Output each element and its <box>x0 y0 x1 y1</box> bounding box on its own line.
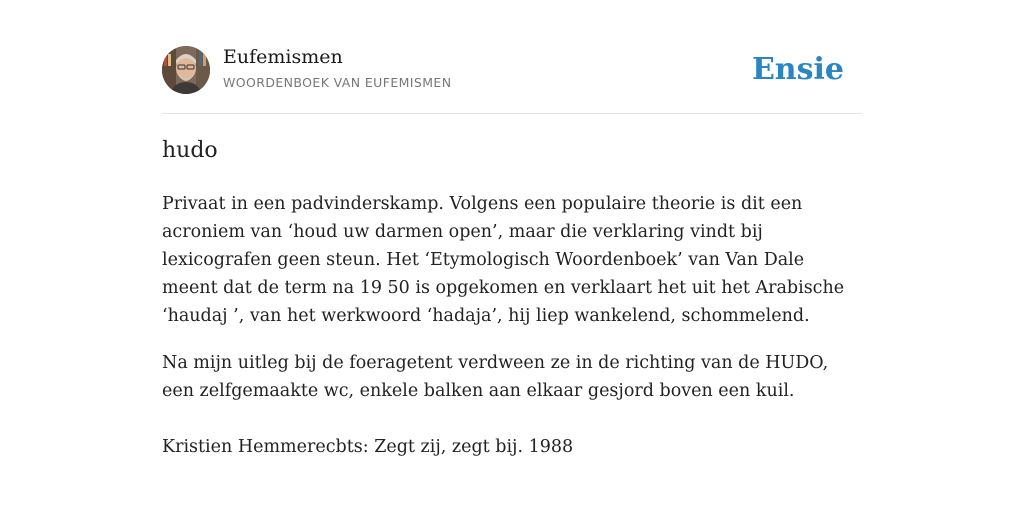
author-subtitle[interactable]: WOORDENBOEK VAN EUFEMISMEN <box>223 75 452 90</box>
example-paragraph: Na mijn uitleg bij de foeragetent verdween ze in de richting van de HUDO, een zelfgemaakte wc, enkele balken aan elkaar gesjord boven een kuil. <box>162 353 829 401</box>
definition-paragraph: Privaat in een padvinderskamp. Volgens een populaire theorie is dit een acroniem van ‘houd uw darmen open’, maar die verklaring vindt bij lexicografen geen steun. Het ‘Etymologisch Woordenboek’ van Van Dale meent dat de term na 19 50 is opgekomen en verklaart het uit het Arabische ‘haudaj ’, van het werkwoord ‘hadaja’, hij liep wankelend, schommelend. <box>162 194 845 326</box>
source-citation: Kristien Hemmerecbts: Zegt zij, zegt bij. 1988 <box>162 437 574 457</box>
author-name[interactable]: Eufemismen <box>223 46 343 68</box>
entry-body <box>162 190 864 480</box>
header <box>162 46 862 96</box>
brand-logo[interactable]: Ensie <box>751 52 844 87</box>
entry-title: hudo <box>162 138 218 163</box>
divider <box>162 113 862 114</box>
avatar[interactable] <box>162 46 210 94</box>
avatar-image <box>162 46 210 94</box>
